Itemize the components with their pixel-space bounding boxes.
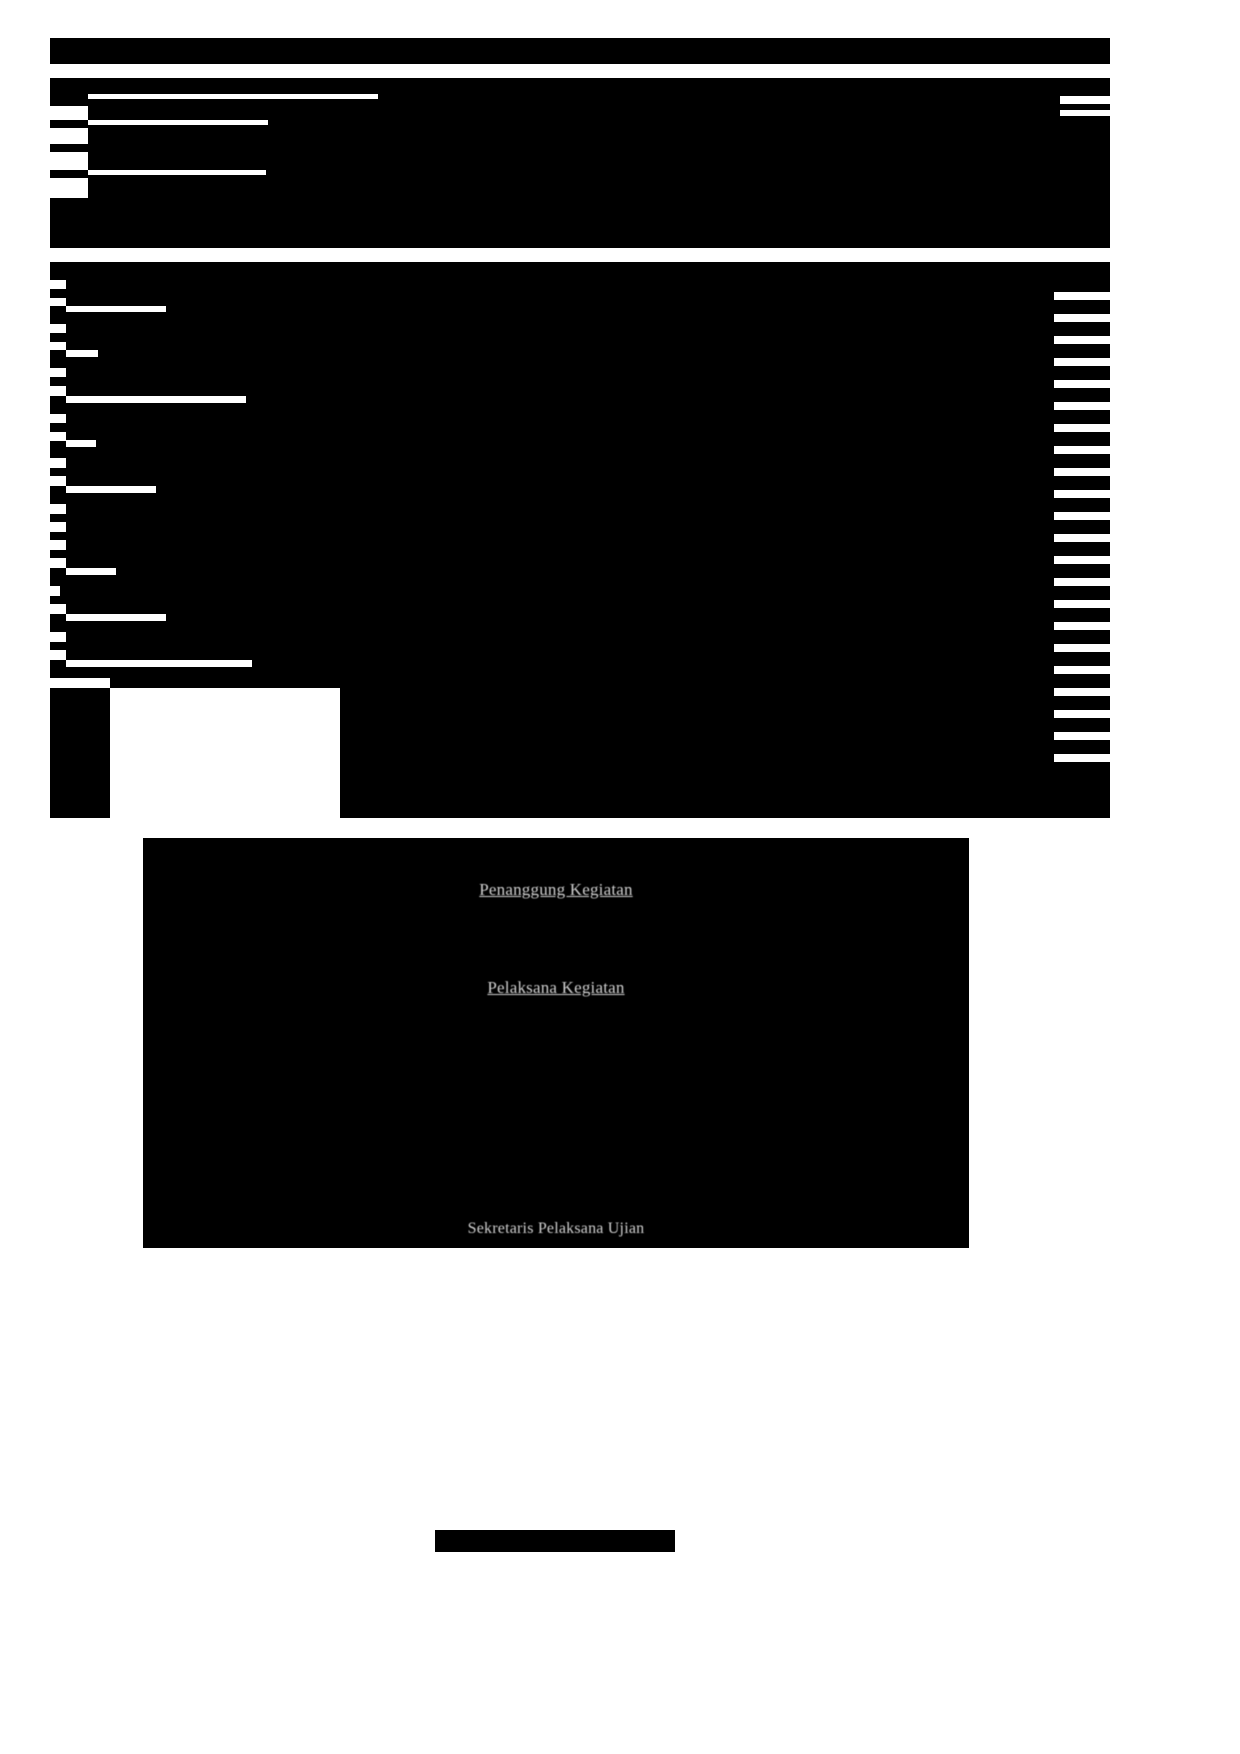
signature-heading-pelaksana: Pelaksana Kegiatan	[487, 978, 625, 997]
body-gap-l26	[66, 660, 252, 667]
body-gap-l18	[50, 540, 66, 550]
info-gap-6	[88, 170, 266, 175]
body-gap-l23	[66, 614, 166, 621]
body-gap-l28	[110, 688, 340, 818]
body-gap-r22	[1054, 754, 1110, 762]
body-gap-r16	[1054, 622, 1110, 630]
body-gap-l10	[50, 414, 66, 423]
body-gap-r6	[1054, 402, 1110, 410]
body-section	[50, 262, 1110, 818]
body-gap-l5	[50, 342, 66, 350]
info-section	[50, 78, 1110, 248]
header-band	[50, 38, 1110, 64]
body-gap-r14	[1054, 578, 1110, 586]
body-gap-l27	[50, 678, 110, 688]
body-gap-l24	[50, 632, 66, 642]
info-gap-9	[1060, 110, 1110, 116]
body-gap-r7	[1054, 424, 1110, 432]
body-gap-r12	[1054, 534, 1110, 542]
body-gap-l19	[50, 558, 66, 568]
info-gap-7	[50, 178, 88, 198]
body-gap-r11	[1054, 512, 1110, 520]
body-gap-l9	[66, 396, 246, 403]
body-gap-r5	[1054, 380, 1110, 388]
signature-card	[143, 838, 969, 1248]
info-gap-1	[88, 94, 378, 99]
body-gap-l11	[50, 432, 66, 441]
body-gap-l14	[50, 476, 66, 486]
body-gap-r20	[1054, 710, 1110, 718]
body-gap-r4	[1054, 358, 1110, 366]
info-gap-4	[50, 128, 88, 144]
body-gap-l2	[50, 298, 66, 306]
signature-footer-sekretaris: Sekretaris Pelaksana Ujian	[467, 1220, 645, 1237]
body-gap-r15	[1054, 600, 1110, 608]
body-gap-r13	[1054, 556, 1110, 564]
body-gap-r17	[1054, 644, 1110, 652]
body-gap-l6	[66, 350, 98, 357]
info-gap-3	[88, 120, 268, 125]
body-gap-r1	[1054, 292, 1110, 300]
body-gap-l12	[66, 440, 96, 447]
body-gap-r9	[1054, 468, 1110, 476]
info-gap-8	[1060, 96, 1110, 104]
signature-heading-penanggung: Penanggung Kegiatan	[479, 880, 633, 899]
info-gap-2	[50, 106, 88, 120]
body-gap-l15	[66, 486, 156, 493]
body-gap-l25	[50, 650, 66, 660]
body-gap-l17	[50, 522, 66, 532]
body-gap-r2	[1054, 314, 1110, 322]
body-gap-l22	[50, 604, 66, 614]
body-gap-l20	[66, 568, 116, 575]
body-gap-r8	[1054, 446, 1110, 454]
body-gap-l3	[66, 306, 166, 312]
body-gap-l7	[50, 368, 66, 377]
body-gap-l16	[50, 504, 66, 514]
info-gap-5	[50, 152, 88, 170]
body-gap-r3	[1054, 336, 1110, 344]
body-gap-r21	[1054, 732, 1110, 740]
body-gap-r19	[1054, 688, 1110, 696]
body-gap-l13	[50, 458, 66, 468]
body-gap-l8	[50, 386, 66, 396]
body-gap-l4	[50, 324, 66, 333]
body-gap-l21	[50, 586, 60, 596]
body-gap-r18	[1054, 666, 1110, 674]
footer-bar	[435, 1530, 675, 1552]
body-gap-r10	[1054, 490, 1110, 498]
body-gap-l1	[50, 280, 66, 289]
